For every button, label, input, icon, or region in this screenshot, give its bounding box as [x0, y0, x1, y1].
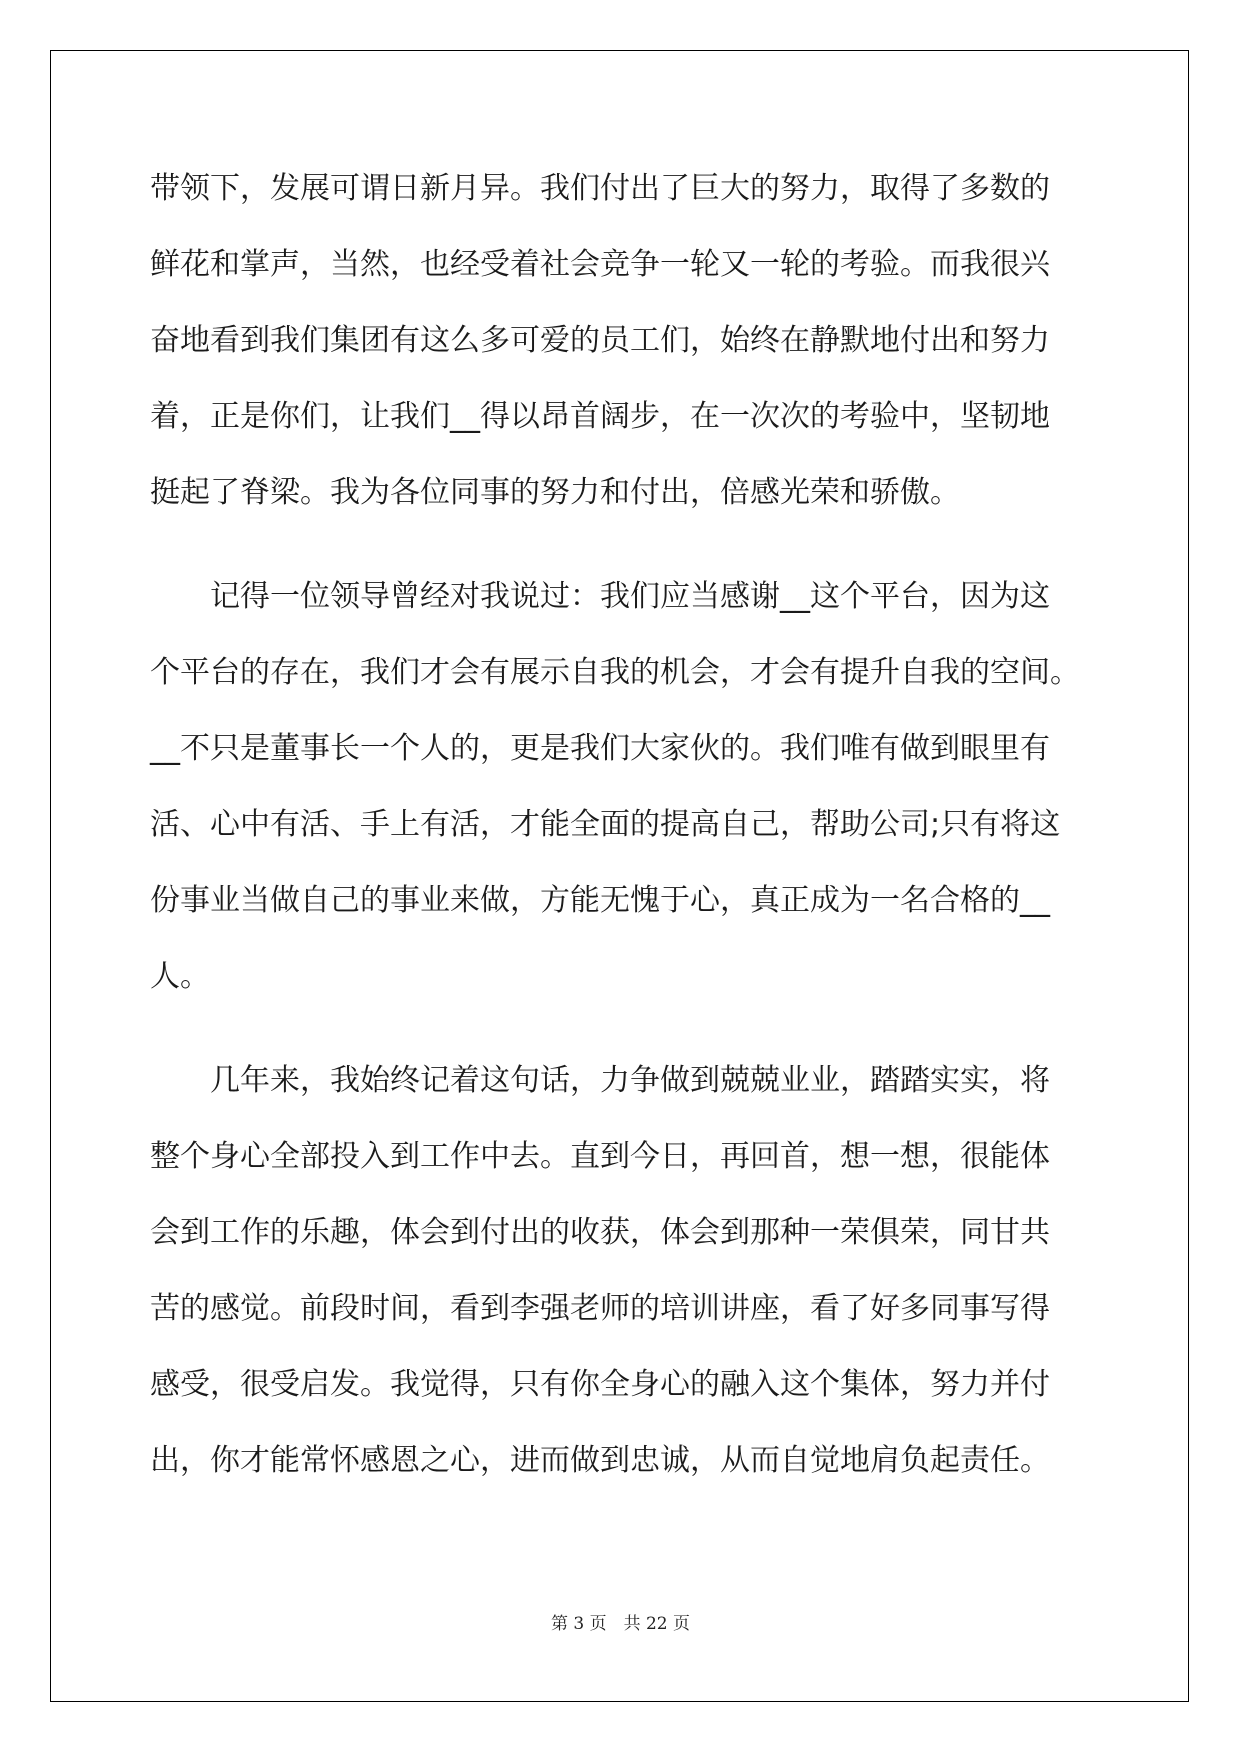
text-line: 出，你才能常怀感恩之心，进而做到忠诚，从而自觉地肩负起责任。	[150, 1443, 1050, 1478]
text-line: 几年来，我始终记着这句话，力争做到兢兢业业，踏踏实实，将	[150, 1063, 1050, 1098]
text-line: 会到工作的乐趣，体会到付出的收获，体会到那种一荣俱荣，同甘共	[150, 1215, 1050, 1250]
page-number: 第 3 页 共 22 页	[550, 1614, 691, 1634]
text-line: 鲜花和掌声，当然，也经受着社会竞争一轮又一轮的考验。而我很兴	[150, 247, 1050, 282]
text-line: 挺起了脊梁。我为各位同事的努力和付出，倍感光荣和骄傲。	[150, 475, 960, 510]
text-line: 感受，很受启发。我觉得，只有你全身心的融入这个集体，努力并付	[150, 1367, 1050, 1402]
text-line: 个平台的存在，我们才会有展示自我的机会，才会有提升自我的空间。	[150, 655, 1080, 690]
text-line: 苦的感觉。前段时间，看到李强老师的培训讲座，看了好多同事写得	[150, 1291, 1050, 1326]
text-line: 奋地看到我们集团有这么多可爱的员工们，始终在静默地付出和努力	[150, 323, 1050, 358]
text-line: __不只是董事长一个人的，更是我们大家伙的。我们唯有做到眼里有	[150, 731, 1050, 766]
text-line: 份事业当做自己的事业来做，方能无愧于心，真正成为一名合格的__	[150, 883, 1050, 918]
text-line: 带领下，发展可谓日新月异。我们付出了巨大的努力，取得了多数的	[150, 171, 1050, 206]
text-line: 着，正是你们，让我们__得以昂首阔步，在一次次的考验中，坚韧地	[150, 399, 1050, 434]
text-line: 记得一位领导曾经对我说过：我们应当感谢__这个平台，因为这	[150, 579, 1050, 614]
text-line: 活、心中有活、手上有活，才能全面的提高自己，帮助公司;只有将这	[150, 807, 1061, 842]
text-line: 人。	[150, 959, 210, 994]
text-line: 整个身心全部投入到工作中去。直到今日，再回首，想一想，很能体	[150, 1139, 1050, 1174]
